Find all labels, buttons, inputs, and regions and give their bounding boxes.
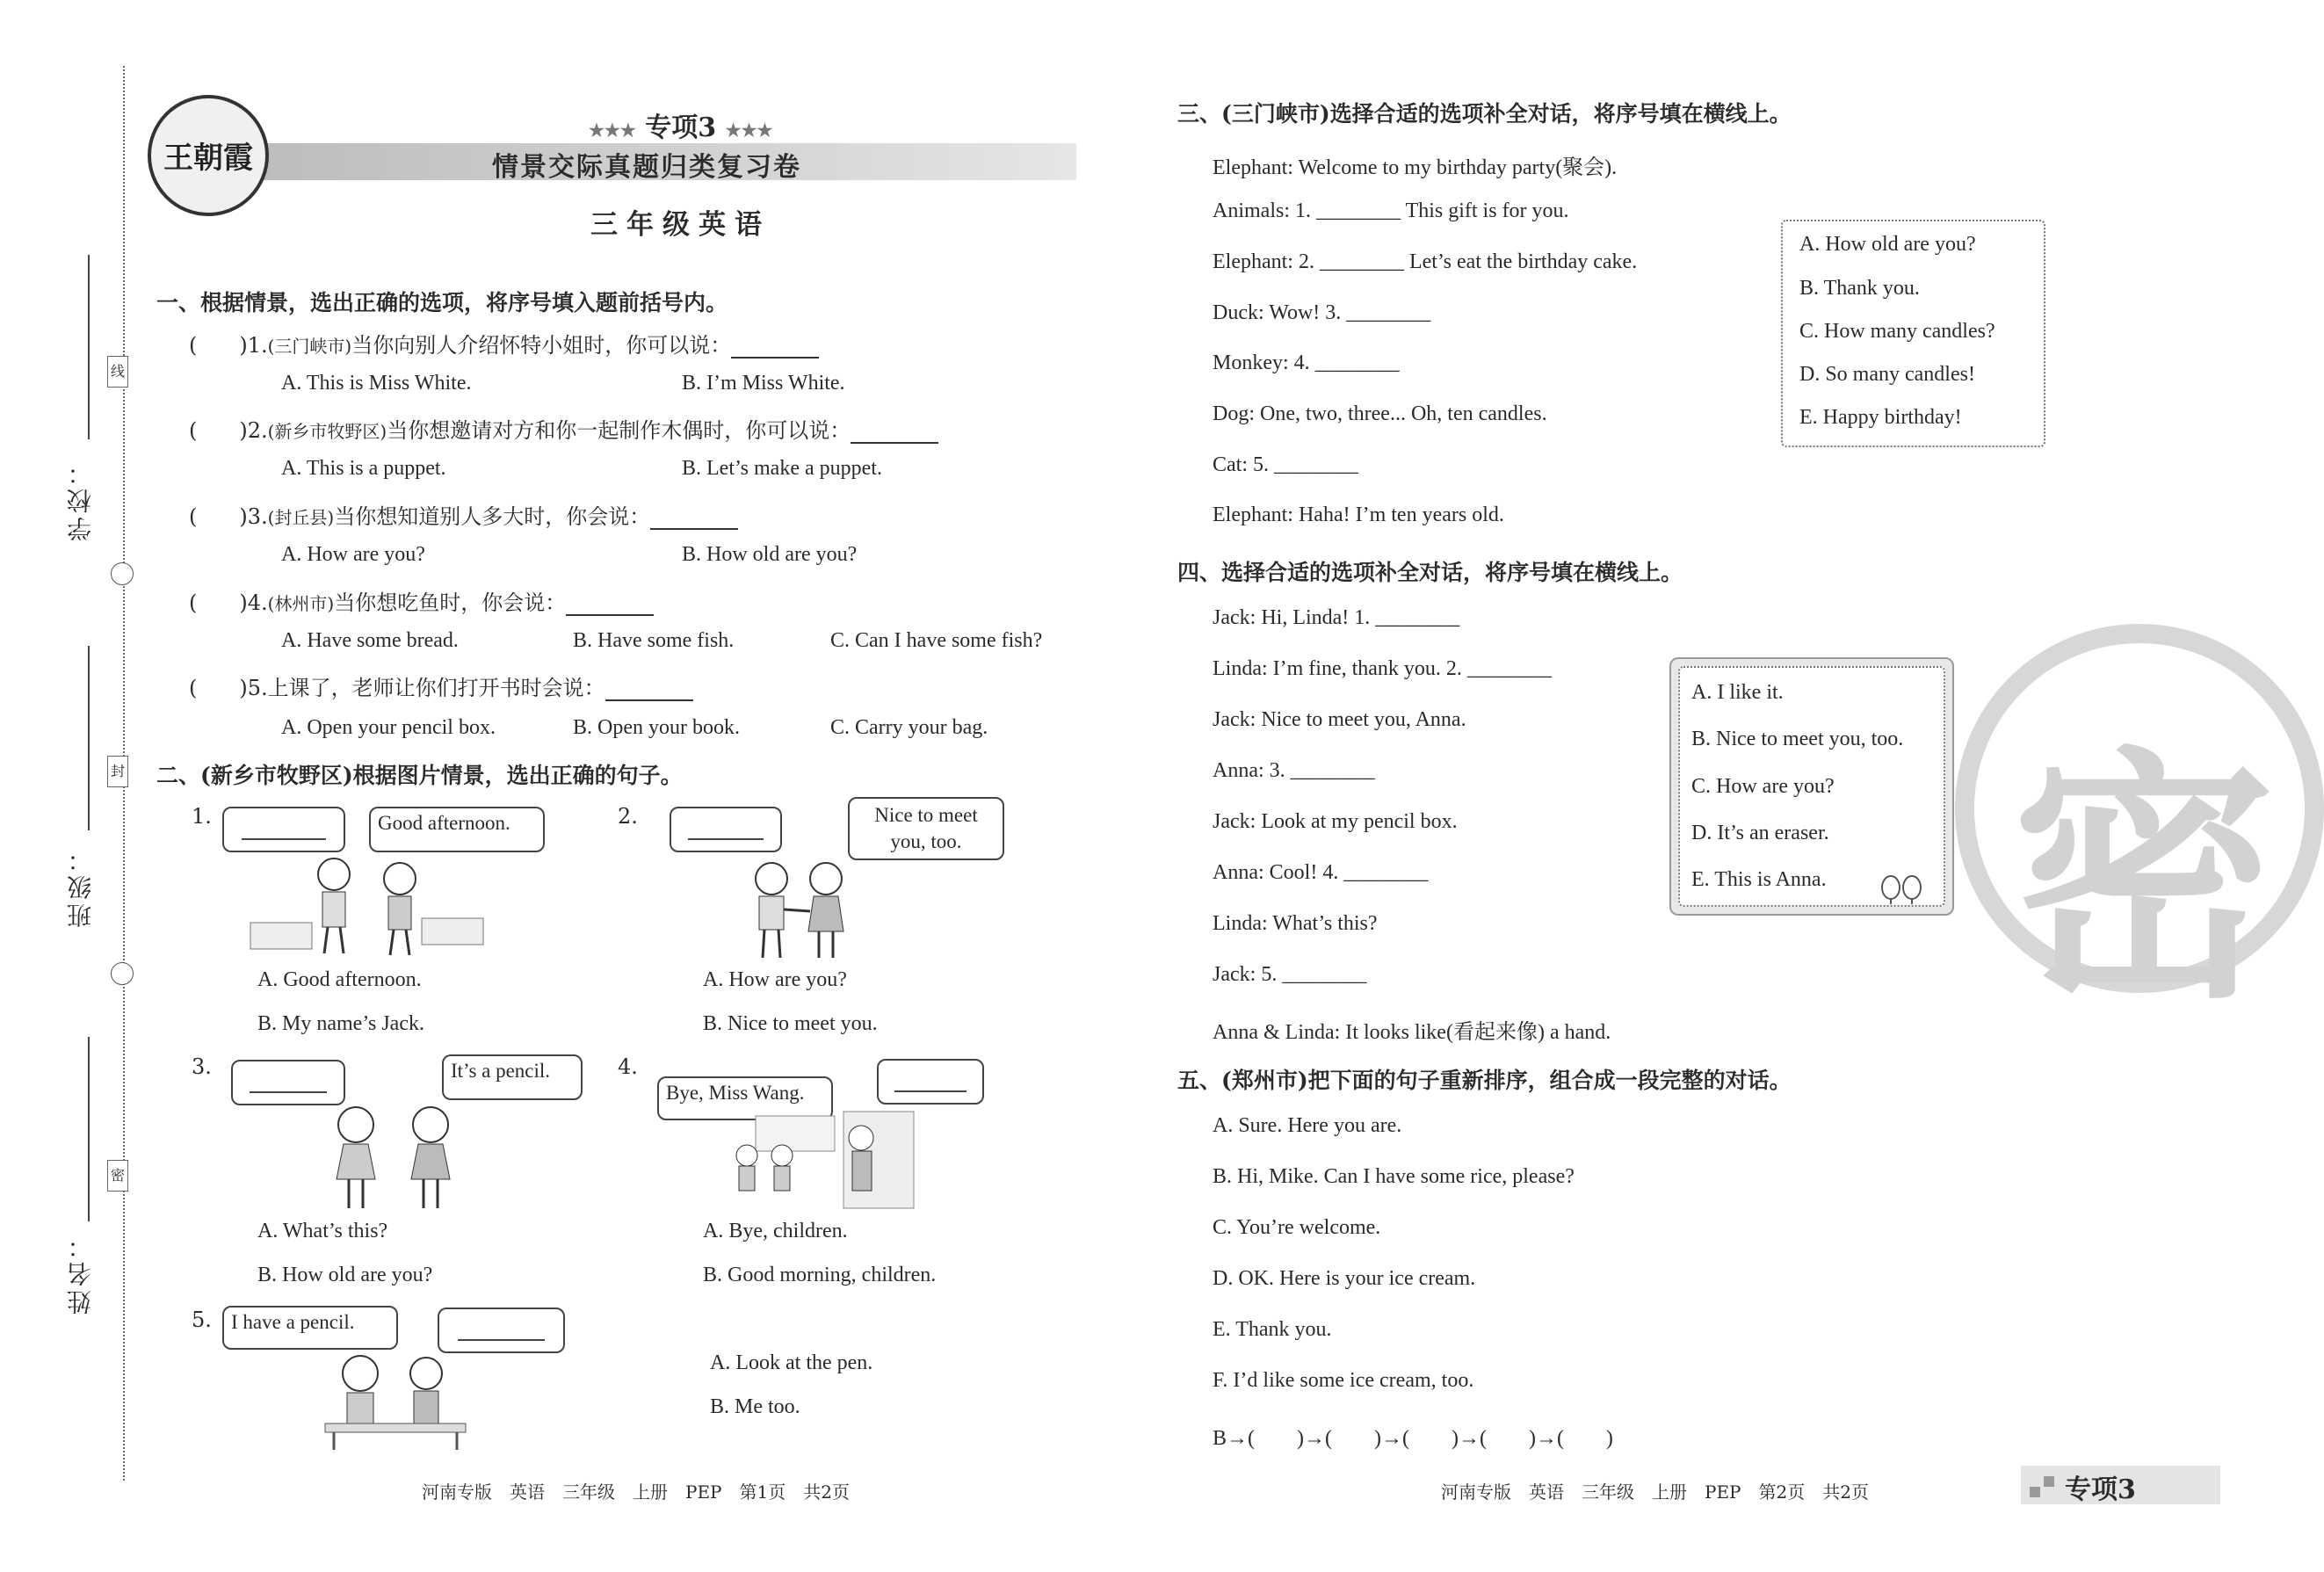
option: B. How old are you? [257, 1264, 433, 1286]
option: B. How old are you? [682, 543, 858, 566]
binding-hole [111, 962, 134, 985]
two-boys-greeting-illustration [233, 848, 488, 962]
blank-speech-bubble[interactable] [877, 1059, 984, 1105]
question-text: 当你想知道别人多大时，你会说： [334, 504, 651, 529]
question-text: 当你想邀请对方和你一起制作木偶时，你可以说： [387, 418, 851, 443]
dialogue-line: Duck: Wow! 3. ________ [1213, 301, 1431, 324]
class-label: 班级： [66, 844, 95, 928]
dialogue-line: Jack: 5. ________ [1213, 963, 1367, 986]
option: A. How are you? [281, 543, 425, 566]
item-number: 4. [618, 1054, 638, 1079]
question-number: ( )3. [189, 504, 268, 529]
sentence: F. I’d like some ice cream, too. [1213, 1369, 1474, 1392]
option: B. Thank you. [1799, 277, 1920, 300]
option: A. What’s this? [257, 1220, 388, 1242]
option: A. This is a puppet. [281, 457, 446, 480]
question-number: ( )5. [189, 676, 268, 700]
speech-bubble: Good afternoon. [369, 807, 545, 852]
item-number: 2. [618, 804, 638, 829]
question-2 [189, 413, 938, 444]
question-text: 当你向别人介绍怀特小姐时，你可以说： [351, 333, 732, 358]
school-fill-line [88, 255, 90, 439]
name-label: 姓名： [66, 1230, 95, 1315]
school-label: 学校： [66, 457, 95, 541]
dialogue-line: Animals: 1. ________ This gift is for you. [1213, 199, 1569, 222]
brand-logo [148, 95, 269, 216]
question-region: (新乡市牧野区) [267, 421, 387, 442]
speech-bubble: Nice to meet you, too. [848, 797, 1004, 860]
blank-speech-bubble[interactable] [438, 1308, 565, 1353]
blank-speech-bubble[interactable] [670, 807, 782, 852]
dialogue-line: Linda: What’s this? [1213, 912, 1378, 935]
question-1 [189, 328, 819, 359]
question-region: (三门峡市) [267, 336, 352, 357]
teacher-children-goodbye-illustration [729, 1112, 931, 1208]
option: A. Good afternoon. [257, 968, 422, 991]
option: B. Have some fish. [573, 629, 735, 652]
question-number: ( )1. [189, 333, 268, 358]
option: A. Open your pencil box. [281, 716, 496, 739]
stars-icon: ★★★ [725, 120, 773, 141]
option: B. My name’s Jack. [257, 1012, 424, 1035]
dialogue-line: Cat: 5. ________ [1213, 453, 1358, 476]
class-fill-line [88, 646, 90, 830]
option: B. Nice to meet you. [703, 1012, 878, 1035]
question-3 [189, 499, 738, 530]
dialogue-line: Elephant: Welcome to my birthday party(聚会). [1213, 156, 1618, 179]
page-subtitle: 三年级英语 [590, 209, 771, 241]
stars-icon: ★★★ [589, 120, 636, 141]
binding-mark-line: 线 [107, 356, 128, 388]
question-number: ( )4. [189, 590, 268, 615]
option: B. Open your book. [573, 716, 740, 739]
item-number: 5. [192, 1308, 212, 1332]
part2-heading: 二、(新乡市牧野区)根据图片情景，选出正确的句子。 [156, 763, 683, 788]
dialogue-line: Jack: Look at my pencil box. [1213, 810, 1458, 833]
option: A. Look at the pen. [710, 1351, 873, 1374]
option: A. How old are you? [1799, 233, 1976, 256]
item-number: 3. [192, 1054, 212, 1079]
option: E. This is Anna. [1691, 868, 1827, 891]
option: B. I’m Miss White. [682, 372, 845, 395]
boy-girl-handshake-illustration [738, 857, 861, 962]
name-fill-line [88, 1037, 90, 1221]
option: A. This is Miss White. [281, 372, 472, 395]
blank-speech-bubble[interactable] [222, 807, 345, 852]
header-badge [589, 105, 772, 144]
question-text: 上课了，老师让你们打开书时会说： [267, 676, 605, 700]
option: C. Can I have some fish? [830, 629, 1043, 652]
item-number: 1. [192, 804, 212, 829]
question-text: 当你想吃鱼时，你会说： [334, 590, 567, 615]
option: B. Let’s make a puppet. [682, 457, 882, 480]
part1-heading: 一、根据情景，选出正确的选项，将序号填入题前括号内。 [156, 290, 728, 315]
sentence: C. You’re welcome. [1213, 1216, 1381, 1239]
seal-glyph-icon: 密 [2012, 727, 2276, 1033]
answer-blank[interactable] [851, 442, 938, 444]
footer-tag-label: 专项3 [2065, 1474, 2136, 1505]
option: B. Nice to meet you, too. [1691, 728, 1904, 750]
part3-heading: 三、(三门峡市)选择合适的选项补全对话，将序号填在横线上。 [1177, 101, 1792, 127]
answer-blank[interactable] [731, 357, 819, 359]
page-title: 情景交际真题归类复习卷 [492, 152, 801, 183]
tree-decoration-icon [1879, 874, 1926, 904]
speech-bubble: Bye, Miss Wang. [657, 1076, 833, 1120]
logo-text: 王朝霞 [163, 141, 253, 176]
option: A. I like it. [1691, 681, 1784, 704]
order-answer-line[interactable]: B→( )→( )→( )→( )→( ) [1213, 1427, 1613, 1450]
option: B. Good morning, children. [703, 1264, 937, 1286]
sentence: B. Hi, Mike. Can I have some rice, please? [1213, 1165, 1575, 1188]
binding-mark-seal: 封 [107, 756, 128, 787]
option: A. Bye, children. [703, 1220, 848, 1242]
blank-speech-bubble[interactable] [231, 1060, 345, 1105]
option: D. So many candles! [1799, 363, 1975, 386]
option: B. Me too. [710, 1395, 800, 1418]
option: C. How are you? [1691, 775, 1835, 798]
question-region: (林州市) [267, 593, 335, 614]
dialogue-line: Jack: Hi, Linda! 1. ________ [1213, 606, 1460, 629]
binding-mark-secret: 密 [107, 1160, 128, 1192]
dialogue-line: Monkey: 4. ________ [1213, 351, 1400, 374]
two-girls-with-pencil-illustration [329, 1098, 470, 1213]
question-number: ( )2. [189, 418, 268, 443]
sentence: D. OK. Here is your ice cream. [1213, 1267, 1476, 1290]
question-4 [189, 585, 654, 616]
footer-page-2: 河南专版 英语 三年级 上册 PEP 第2页 共2页 [1441, 1481, 1869, 1503]
dialogue-line: Anna & Linda: It looks like(看起来像) a hand. [1213, 1021, 1611, 1044]
badge-label: 专项3 [645, 112, 717, 143]
square-decoration [2030, 1487, 2040, 1497]
answer-blank[interactable] [650, 528, 738, 530]
dialogue-line: Elephant: Haha! I’m ten years old. [1213, 503, 1504, 526]
dialogue-line: Linda: I’m fine, thank you. 2. ________ [1213, 657, 1552, 680]
option: E. Happy birthday! [1799, 406, 1962, 429]
answer-blank[interactable] [566, 614, 654, 616]
square-decoration [2044, 1476, 2054, 1487]
option: C. Carry your bag. [830, 716, 988, 739]
children-at-desk-illustration [321, 1349, 470, 1450]
footer-page-1: 河南专版 英语 三年级 上册 PEP 第1页 共2页 [422, 1481, 850, 1503]
dialogue-line: Anna: Cool! 4. ________ [1213, 861, 1429, 884]
option: C. How many candles? [1799, 320, 1995, 343]
part5-heading: 五、(郑州市)把下面的句子重新排序，组合成一段完整的对话。 [1177, 1068, 1792, 1093]
dialogue-line: Elephant: 2. ________ Let’s eat the birthday cake. [1213, 250, 1638, 273]
option: D. It’s an eraser. [1691, 822, 1829, 844]
answer-blank[interactable] [605, 699, 693, 701]
option: A. How are you? [703, 968, 847, 991]
speech-bubble: It’s a pencil. [442, 1054, 583, 1100]
dialogue-line: Jack: Nice to meet you, Anna. [1213, 708, 1466, 731]
dialogue-line: Dog: One, two, three... Oh, ten candles. [1213, 402, 1547, 425]
part4-heading: 四、选择合适的选项补全对话，将序号填在横线上。 [1177, 560, 1683, 585]
binding-hole [111, 562, 134, 585]
speech-bubble: I have a pencil. [222, 1306, 398, 1350]
option: A. Have some bread. [281, 629, 459, 652]
sentence: A. Sure. Here you are. [1213, 1114, 1402, 1137]
question-5 [189, 670, 693, 701]
dialogue-line: Anna: 3. ________ [1213, 759, 1375, 782]
question-region: (封丘县) [267, 507, 335, 528]
sentence: E. Thank you. [1213, 1318, 1332, 1341]
